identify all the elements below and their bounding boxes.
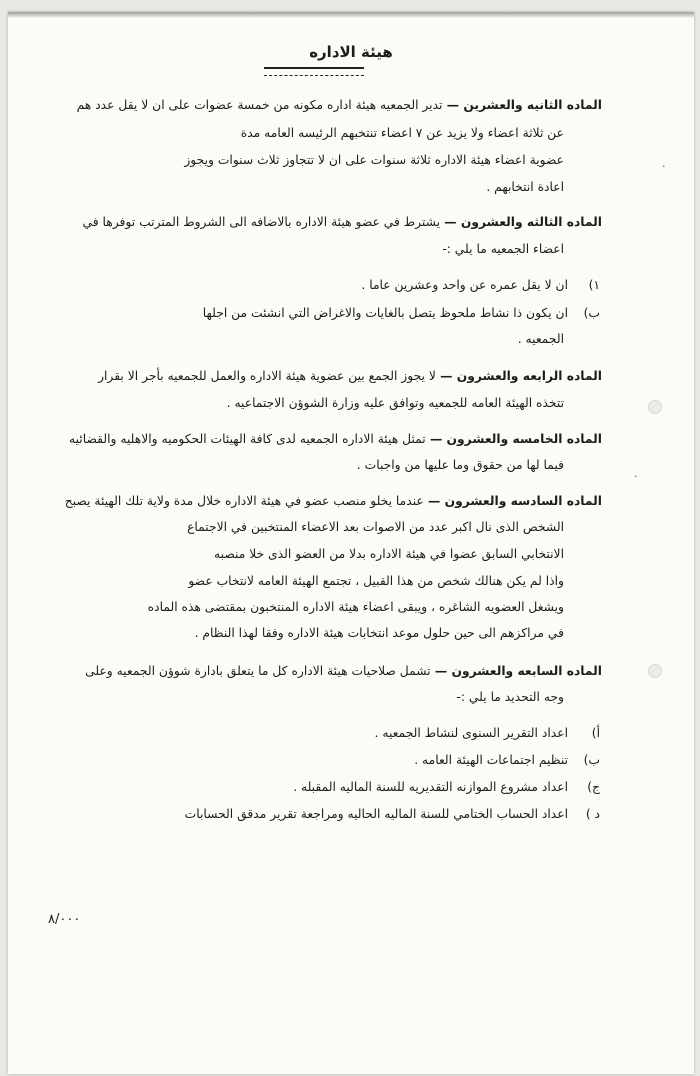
article-23-item-1 [361, 276, 600, 294]
article-25-line-2: فيما لها من حقوق وما عليها من واجبات . [356, 458, 564, 472]
article-24-line-1 [98, 367, 602, 385]
article-27-text: تشمل صلاحيات هيئة الاداره كل ما يتعلق بادارة شوؤن الجمعيه وعلى [85, 664, 431, 678]
article-24-heading: الماده الرابعه والعشرون — [435, 369, 602, 383]
article-27-line-1 [85, 662, 602, 680]
page-footer-number: ٨/٠٠٠ [48, 912, 81, 927]
article-23-item-2 [203, 304, 600, 322]
article-22-line-1 [77, 96, 602, 114]
item-text: تنظيم اجتماعات الهيئة العامه . [414, 753, 568, 767]
article-23-text: يشترط في عضو هيئة الاداره بالاضافه الى الشروط المترتب توفرها في [82, 215, 441, 229]
article-25-text: تمثل هيئة الاداره الجمعيه لدى كافة الهيئات الحكوميه والاهليه والقضائيه [69, 432, 426, 446]
article-23-heading: الماده الثالثه والعشرون — [440, 215, 602, 229]
title-underline [264, 67, 364, 76]
item-text: اعداد التقرير السنوى لنشاط الجمعيه . [374, 726, 568, 740]
item-label: ج) [587, 780, 600, 794]
article-22-line-2: عن ثلاثة اعضاء ولا يزيد عن ٧ اعضاء تنتخبهم الرئيسه العامه مدة [240, 126, 564, 140]
article-26-text: عندما يخلو منصب عضو في هيئة الاداره خلال مدة ولاية تلك الهيئة يصبح [64, 494, 424, 508]
margin-mark: · [662, 160, 666, 173]
item-text: ان يكون ذا نشاط ملحوظ يتصل بالغايات والاغراض التي انشئت من اجلها [202, 306, 568, 320]
article-26-line-2: الشخص الذى نال اكبر عدد من الاصوات بعد الاعضاء المنتخبين في الاجتماع [187, 520, 564, 534]
article-24-text: لا يجوز الجمع بين عضوية هيئة الاداره والعمل للجمعيه بأجر الا بقرار [98, 369, 436, 383]
article-22-heading: الماده الثانيه والعشرين — [442, 98, 602, 112]
item-text: اعداد الحساب الختامي للسنة الماليه الحاليه ومراجعة تقرير مدقق الحسابات [184, 807, 568, 821]
article-27-item-c [293, 778, 600, 796]
article-26-line-6: في مراكزهم الى حين حلول موعد انتخابات هيئة الاداره وفقا لهذا النظام . [194, 626, 564, 640]
margin-mark: · [634, 470, 638, 483]
article-22-line-4: اعادة انتخابهم . [486, 180, 564, 194]
item-label: أ) [591, 726, 600, 740]
item-label: ب) [583, 306, 600, 320]
article-27-line-2: وجه التحديد ما يلي :- [456, 690, 564, 704]
article-25-heading: الماده الخامسه والعشرون — [425, 432, 602, 446]
article-27-item-b [414, 751, 600, 769]
article-24-line-2: تتخذه الهيئة العامه للجمعيه وتوافق عليه وزارة الشوؤن الاجتماعيه . [226, 396, 564, 410]
article-27-item-d [185, 805, 600, 823]
article-26-line-5: ويشغل العضويه الشاغره ، ويبقى اعضاء هيئة الاداره المنتخبون بمقتضى هذه الماده [147, 600, 564, 614]
item-text: اعداد مشروع الموازنه التقديريه للسنة الماليه المقبله . [293, 780, 568, 794]
article-22-line-3: عضوية اعضاء هيئة الاداره ثلاثة سنوات على ان لا تتجاوز ثلاث سنوات ويجوز [184, 153, 564, 167]
article-27-item-a [375, 724, 600, 742]
item-text: ان لا يقل عمره عن واحد وعشرين عاما . [361, 278, 568, 292]
item-label: د ) [585, 807, 600, 821]
article-22-text: تدير الجمعيه هيئة اداره مكونه من خمسة عضوات على ان لا يقل عدد هم [76, 98, 443, 112]
article-26-line-1 [65, 492, 602, 510]
article-26-line-3: الانتخابي السابق عضوا في هيئة الاداره بدلا من العضو الذى خلا منصبه [214, 547, 564, 561]
article-23-line-2: اعضاء الجمعيه ما يلي :- [442, 242, 564, 256]
article-26-line-4: واذا لم يكن هنالك شخص من هذا القبيل ، تجتمع الهيئة العامه لانتخاب عضو [188, 574, 564, 588]
item-label: ب) [583, 753, 600, 767]
document-title: هيئة الاداره [309, 43, 393, 61]
article-26-heading: الماده السادسه والعشرون — [423, 494, 602, 508]
item-label: ١) [588, 278, 600, 292]
article-23-line-1 [82, 213, 602, 231]
article-23-item-2-cont: الجمعيه . [517, 332, 564, 346]
document-page [8, 12, 694, 1074]
document-content [8, 12, 694, 1074]
article-25-line-1 [69, 430, 602, 448]
article-27-heading: الماده السابعه والعشرون — [430, 664, 602, 678]
